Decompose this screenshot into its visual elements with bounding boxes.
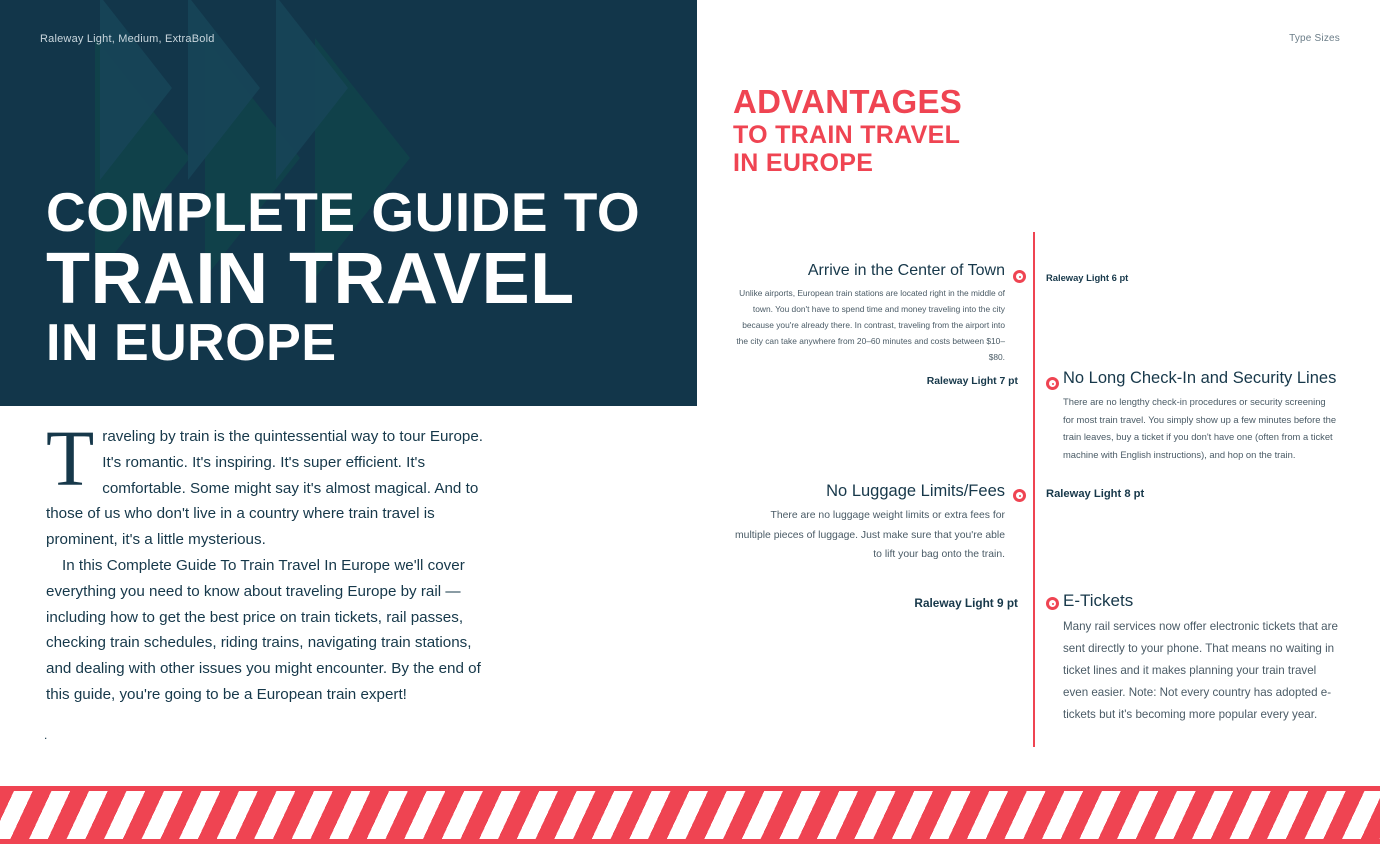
intro-paragraph-1: raveling by train is the quintessential way to tour Europe. It's romantic. It's inspiring. It's super efficient. It's comfortable. Some might say it's almost magical. And to those of us who don't live in a country where train travel is prominent, it's a little mysterious. bbox=[46, 428, 484, 549]
advantage-entry bbox=[733, 262, 1005, 365]
advantages-title-line2: TO TRAIN TRAVEL bbox=[733, 120, 961, 149]
advantage-body: Many rail services now offer electronic tickets that are sent directly to your phone. That means no waiting in ticket lines and it makes planning your train travel even easier. Note: Not every country has adopted e-tickets but it's becoming more popular every year. bbox=[1063, 620, 1338, 721]
advantage-heading: No Luggage Limits/Fees bbox=[826, 482, 1005, 500]
chevron-decoration-icon bbox=[100, 0, 172, 180]
advantage-body: There are no luggage weight limits or extra fees for multiple pieces of luggage. Just make sure that you're able to lift your bag onto the train. bbox=[735, 510, 1005, 560]
timeline-bullet-icon bbox=[1013, 489, 1026, 502]
advantages-title-line1: ADVANTAGES bbox=[733, 83, 963, 120]
advantage-heading: E-Tickets bbox=[1063, 591, 1134, 610]
chevron-decoration-icon bbox=[276, 0, 348, 180]
advantages-title bbox=[733, 84, 962, 177]
timeline-bullet-icon bbox=[1046, 377, 1059, 390]
stripe-pattern bbox=[0, 786, 1380, 844]
timeline-bullet-icon bbox=[1046, 597, 1059, 610]
stripe-edge bbox=[0, 839, 1380, 844]
size-label: Raleway Light 7 pt bbox=[926, 376, 1018, 387]
page-title bbox=[46, 181, 641, 373]
page-title-line1: COMPLETE GUIDE TO bbox=[46, 181, 641, 243]
advantage-heading: Arrive in the Center of Town bbox=[807, 262, 1005, 279]
advantages-title-line3: IN EUROPE bbox=[733, 148, 874, 177]
advantage-entry bbox=[1063, 591, 1341, 726]
drop-cap: T bbox=[46, 416, 95, 503]
stripe-edge bbox=[0, 786, 1380, 791]
intro-footnote: . bbox=[44, 728, 48, 742]
advantage-heading: No Long Check-In and Security Lines bbox=[1063, 369, 1337, 387]
type-sizes-label: Type Sizes bbox=[1289, 33, 1340, 44]
advantage-body: There are no lengthy check-in procedures or security screening for most train travel. You simply show up a few minutes before the train leaves, buy a ticket if you don't have one (often from a ticket machine with English instructions), and hop on the train. bbox=[1063, 396, 1337, 460]
chevron-decoration-icon bbox=[188, 0, 260, 180]
bottom-stripe-decoration bbox=[0, 786, 1380, 844]
advantage-entry bbox=[733, 482, 1005, 565]
size-label: Raleway Light 6 pt bbox=[1046, 272, 1129, 283]
timeline-bullet-icon bbox=[1013, 270, 1026, 283]
intro-body-copy bbox=[46, 416, 486, 723]
advantage-body: Unlike airports, European train stations are located right in the middle of town. You don't have to spend time and money traveling into the city because you're already there. In contrast, traveling from the airport into the city can take anywhere from 20–60 minutes and costs between $10–$80. bbox=[736, 288, 1005, 362]
timeline-rule bbox=[1033, 232, 1035, 747]
size-label: Raleway Light 9 pt bbox=[914, 596, 1018, 610]
intro-paragraph-2: In this Complete Guide To Train Travel In Europe we'll cover everything you need to know about traveling Europe by rail — including how to get the best price on train tickets, rail passes, checking train schedules, riding trains, navigating train stations, and dealing with other issues you might encounter. By the end of this guide, you're going to be a European train expert! bbox=[46, 556, 481, 703]
page-title-line2: TRAIN TRAVEL bbox=[46, 238, 575, 319]
font-note-label: Raleway Light, Medium, ExtraBold bbox=[40, 33, 215, 45]
page-title-line3: IN EUROPE bbox=[46, 314, 337, 373]
size-label: Raleway Light 8 pt bbox=[1046, 488, 1145, 500]
hero-panel bbox=[0, 0, 697, 406]
advantage-entry bbox=[1063, 369, 1338, 463]
